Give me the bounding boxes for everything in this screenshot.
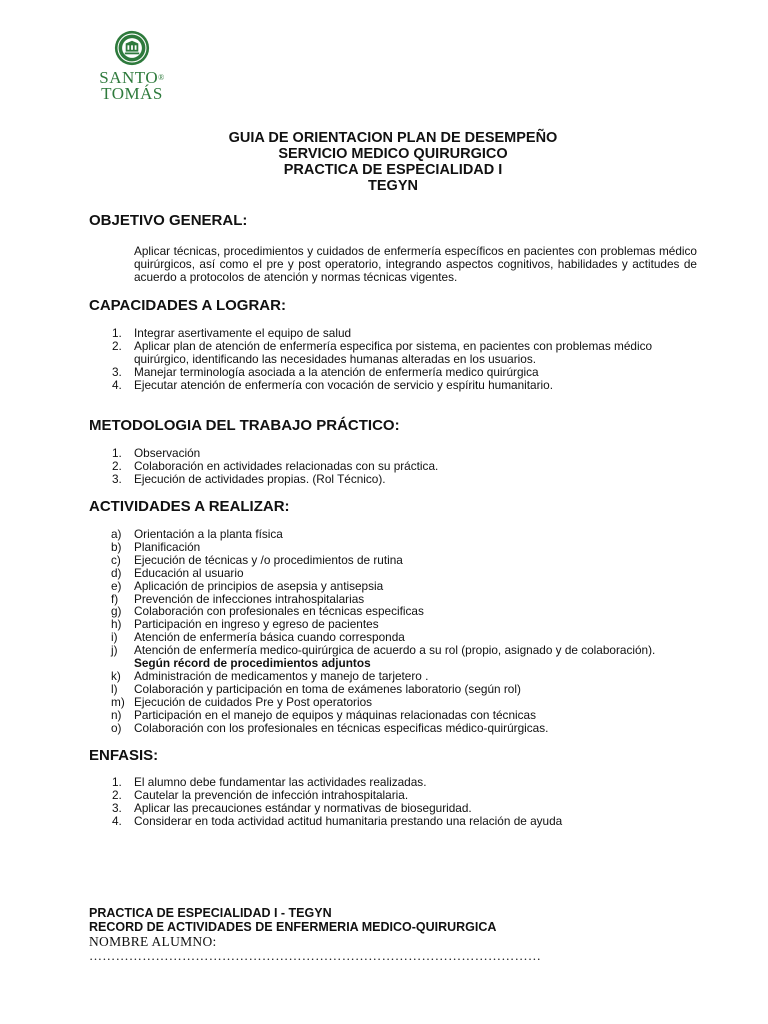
santo-tomas-logo [92, 30, 172, 102]
list-marker: i) [111, 630, 118, 645]
list-marker: o) [111, 720, 122, 735]
list-marker: h) [111, 617, 122, 632]
list-marker: 3. [112, 471, 122, 486]
list-marker: 1. [112, 775, 122, 789]
actividad-item [89, 644, 689, 670]
list-marker: e) [111, 578, 122, 593]
list-marker: 4. [112, 813, 122, 828]
list-item-text: Colaboración con profesionales en técnicas especificas [134, 604, 424, 619]
metodologia-heading: METODOLOGIA DEL TRABAJO PRÁCTICO: [89, 417, 400, 434]
title-line-2: SERVICIO MEDICO QUIRURGICO [278, 146, 508, 162]
list-item-text: Ejecución de técnicas y /o procedimientos de rutina [134, 552, 403, 567]
nombre-alumno-label: NOMBRE ALUMNO: [89, 934, 217, 949]
list-marker: 1. [112, 326, 122, 340]
list-item-text: Atención de enfermería básica cuando corresponda [134, 630, 405, 645]
list-item-text: Administración de medicamentos y manejo de tarjetero . [134, 668, 429, 683]
list-marker: l) [111, 681, 118, 696]
metodologia-item [89, 473, 699, 486]
brand-line2: TOMÁS [101, 84, 163, 103]
list-marker: m) [111, 694, 125, 709]
footer-line-practica: PRACTICA DE ESPECIALIDAD I - TEGYN [89, 906, 332, 920]
list-item-text: Educación al usuario [134, 565, 244, 580]
university-seal-icon [114, 30, 150, 66]
capacidad-item [89, 379, 699, 392]
list-item-text: Aplicación de principios de asepsia y antisepsia [134, 578, 384, 593]
actividades-list [89, 528, 689, 735]
list-marker: 2. [112, 458, 122, 473]
list-item-text: Prevención de infecciones intrahospitalarias [134, 591, 365, 606]
list-marker: b) [111, 539, 122, 554]
footer-line-record: RECORD DE ACTIVIDADES DE ENFERMERIA MEDICO-QUIRURGICA [89, 920, 497, 934]
nombre-alumno-line[interactable]: ………………………………………………………………………………………… [89, 949, 542, 963]
list-item-text: Considerar en toda actividad actitud humanitaria prestando una relación de ayuda [134, 813, 563, 828]
list-marker: c) [111, 552, 121, 567]
list-item-text: Cautelar la prevención de infección intrahospitalaria. [134, 787, 409, 802]
objetivo-heading: OBJETIVO GENERAL: [89, 212, 248, 229]
title-line-1: GUIA DE ORIENTACION PLAN DE DESEMPEÑO [228, 130, 558, 146]
capacidades-list [89, 327, 699, 392]
list-marker: 3. [112, 800, 122, 815]
list-item-text: Observación [134, 446, 201, 460]
list-marker: 4. [112, 377, 122, 392]
list-item-text: Colaboración con los profesionales en técnicas especificas médico-quirúrgicas. [134, 720, 549, 735]
list-marker: a) [111, 527, 122, 541]
list-item-text: Colaboración y participación en toma de exámenes laboratorio (según rol) [134, 681, 521, 696]
list-item-text: Integrar asertivamente el equipo de salud [134, 326, 352, 340]
list-item-text: Planificación [134, 539, 201, 554]
brand-line1: SANTO [99, 68, 159, 87]
list-item-text: Aplicar las precauciones estándar y normativas de bioseguridad. [134, 800, 472, 815]
list-marker: f) [111, 591, 119, 606]
enfasis-heading: ENFASIS: [89, 747, 159, 764]
list-item-text: Ejecutar atención de enfermería con vocación de servicio y espíritu humanitario. [134, 377, 554, 392]
list-marker: d) [111, 565, 122, 580]
objetivo-paragraph: Aplicar técnicas, procedimientos y cuidados de enfermería específicos en pacientes con problemas médico quirúrgicos, así como el pre y post operatorio, integrando aspectos cognitivos, habilidades y actitudes de acuerdo a protocolos de atención y normas técnicas vigentes. [134, 244, 697, 284]
list-marker: 2. [112, 787, 122, 802]
list-item-text: Participación en el manejo de equipos y máquinas relacionadas con técnicas [134, 707, 536, 722]
list-marker: g) [111, 604, 122, 619]
enfasis-item [89, 815, 699, 828]
list-marker: k) [111, 668, 121, 683]
actividades-heading: ACTIVIDADES A REALIZAR: [89, 498, 290, 515]
list-item-text: Atención de enfermería medico-quirúrgica de acuerdo a su rol (propio, asignado y de colaboración). [134, 643, 656, 658]
list-item-text: El alumno debe fundamentar las actividades realizadas. [134, 775, 427, 789]
record-footer [89, 906, 689, 963]
capacidades-heading: CAPACIDADES A LOGRAR: [89, 297, 286, 314]
brand-wordmark [92, 70, 172, 102]
document-title [90, 130, 696, 194]
list-marker: 1. [112, 446, 122, 460]
list-item-emphasis: Según récord de procedimientos adjuntos [134, 656, 371, 671]
list-marker: 2. [112, 338, 122, 353]
list-item-text: Colaboración en actividades relacionadas con su práctica. [134, 458, 439, 473]
capacidad-item [89, 340, 699, 366]
list-item-text: Orientación a la planta física [134, 527, 283, 541]
list-item-text: Ejecución de actividades propias. (Rol Técnico). [134, 471, 386, 486]
actividad-item [89, 722, 689, 735]
title-line-3: PRACTICA DE ESPECIALIDAD I [283, 162, 503, 178]
enfasis-list [89, 776, 699, 828]
list-item-text: Aplicar plan de atención de enfermería especifica por sistema, en pacientes con problemas médico quirúrgico, identificando las necesidades humanas alteradas en los usuarios. [134, 338, 653, 366]
list-marker: j) [111, 643, 118, 658]
list-item-text: Manejar terminología asociada a la atención de enfermería medico quirúrgica [134, 364, 539, 379]
list-marker: 3. [112, 364, 122, 379]
list-item-text: Ejecución de cuidados Pre y Post operatorios [134, 694, 373, 709]
metodologia-list [89, 447, 699, 486]
list-marker: n) [111, 707, 122, 722]
registered-mark: ® [158, 73, 165, 82]
title-line-4: TEGYN [368, 178, 418, 194]
list-item-text: Participación en ingreso y egreso de pacientes [134, 617, 379, 632]
